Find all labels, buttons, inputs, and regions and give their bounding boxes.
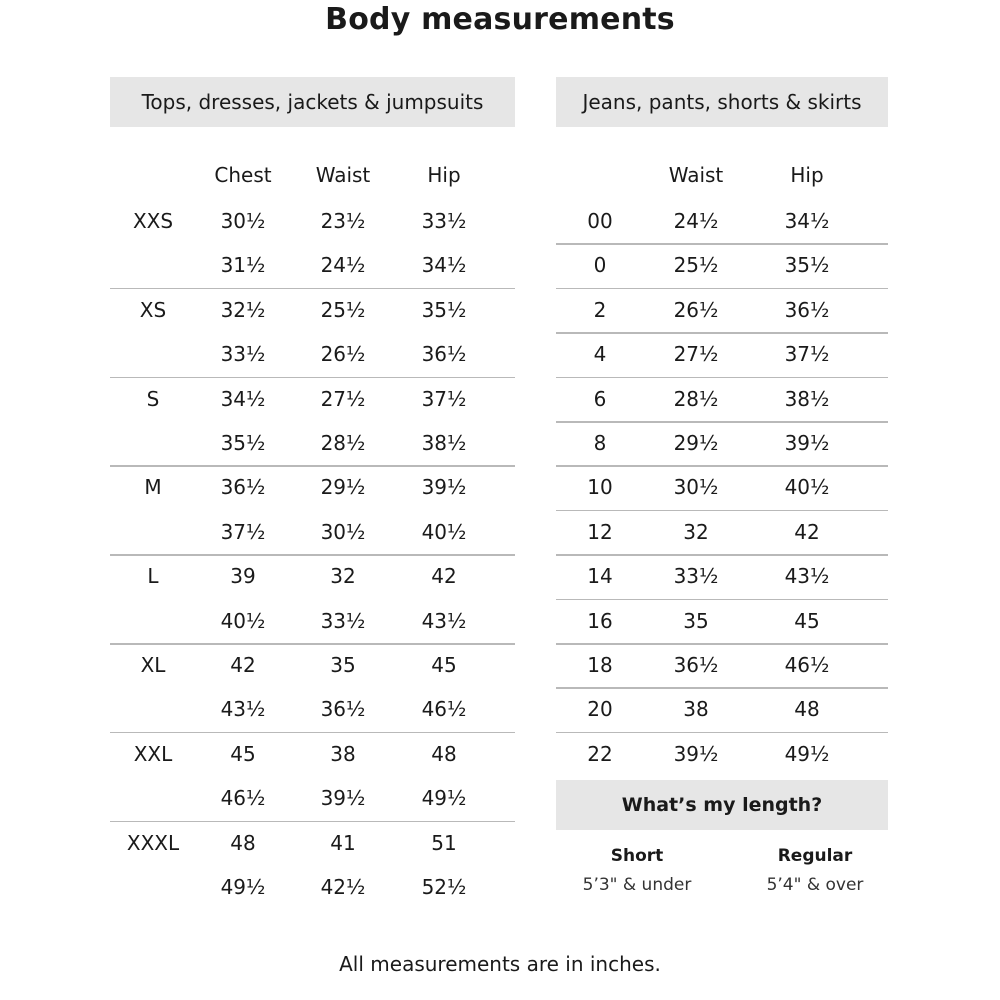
- tops-table-cell: 42½: [320, 875, 366, 899]
- length-section-header: [556, 780, 888, 830]
- tops-table-cell: 26½: [320, 342, 366, 367]
- bottoms-table-cell: 39½: [784, 431, 830, 455]
- tops-size-label: XL: [140, 653, 166, 677]
- tops-table-cell: 39: [230, 564, 256, 589]
- bottoms-size-label: 22: [587, 741, 613, 766]
- bottoms-size-label: 2: [593, 297, 607, 322]
- bottoms-table-cell: 30½: [673, 475, 719, 500]
- tops-table-cell: 33½: [320, 608, 366, 633]
- tops-table-cell: 25½: [320, 297, 366, 322]
- bottoms-row-divider: [556, 732, 888, 734]
- tops-size-label: XS: [139, 297, 167, 322]
- bottoms-table-cell: 39½: [673, 741, 719, 766]
- bottoms-row-divider: [556, 687, 888, 689]
- tops-table-cell: 37½: [421, 386, 467, 411]
- tops-size-label: XXXL: [126, 830, 180, 855]
- tops-table-cell: 41: [330, 830, 356, 855]
- tops-table-cell: 28½: [320, 431, 366, 455]
- bottoms-row-divider: [556, 332, 888, 334]
- bottoms-size-label: 16: [587, 608, 613, 633]
- bottoms-size-label: 8: [593, 431, 607, 455]
- bottoms-table-cell: 33½: [673, 564, 719, 589]
- bottoms-row-divider: [556, 510, 888, 512]
- tops-size-label: XXL: [133, 741, 173, 766]
- tops-table-cell: 35½: [220, 431, 266, 455]
- tops-table-cell: 43½: [220, 697, 266, 722]
- tops-table-cell: 34½: [421, 253, 467, 278]
- bottoms-table-cell: 38½: [784, 386, 830, 411]
- bottoms-column-header-hip: Hip: [790, 163, 824, 187]
- tops-table-cell: 32: [330, 564, 356, 589]
- tops-group-divider: [110, 465, 515, 467]
- tops-size-label: M: [144, 475, 162, 500]
- tops-table-cell: 46½: [220, 786, 266, 811]
- bottoms-table-cell: 36½: [784, 297, 830, 322]
- length-regular-label: Regular: [777, 846, 853, 866]
- tops-section-title: Tops, dresses, jackets & jumpsuits: [141, 90, 484, 114]
- tops-table-cell: 48: [431, 741, 457, 766]
- tops-table-cell: 45: [230, 741, 256, 766]
- tops-table-cell: 24½: [320, 253, 366, 278]
- tops-size-label: S: [146, 386, 160, 411]
- bottoms-size-label: 6: [593, 386, 607, 411]
- tops-column-header-waist: Waist: [315, 163, 371, 187]
- tops-table-cell: 38½: [421, 431, 467, 455]
- tops-table-cell: 27½: [320, 386, 366, 411]
- tops-table-cell: 38: [330, 741, 356, 766]
- tops-table-cell: 36½: [320, 697, 366, 722]
- bottoms-table-cell: 29½: [673, 431, 719, 455]
- bottoms-table-cell: 38: [683, 697, 709, 722]
- tops-table-cell: 40½: [421, 519, 467, 544]
- tops-column-header-hip: Hip: [427, 163, 461, 187]
- bottoms-table-cell: 43½: [784, 564, 830, 589]
- bottoms-size-label: 10: [587, 475, 613, 500]
- bottoms-table-cell: 32: [683, 519, 709, 544]
- tops-table-cell: 42: [230, 653, 256, 677]
- bottoms-table-cell: 34½: [784, 209, 830, 233]
- length-regular-value: 5’4" & over: [766, 875, 864, 895]
- tops-table-cell: 31½: [220, 253, 266, 278]
- tops-table-cell: 30½: [320, 519, 366, 544]
- tops-table-cell: 35½: [421, 297, 467, 322]
- bottoms-table-cell: 35: [683, 608, 709, 633]
- bottoms-row-divider: [556, 421, 888, 423]
- bottoms-row-divider: [556, 465, 888, 467]
- bottoms-row-divider: [556, 377, 888, 379]
- bottoms-table-cell: 46½: [784, 653, 830, 677]
- bottoms-table-cell: 42: [794, 519, 820, 544]
- tops-table-cell: 52½: [421, 875, 467, 899]
- bottoms-column-header-waist: Waist: [668, 163, 724, 187]
- bottoms-size-label: 20: [587, 697, 613, 722]
- bottoms-table-cell: 49½: [784, 741, 830, 766]
- bottoms-size-label: 14: [587, 564, 613, 589]
- tops-table-cell: 23½: [320, 209, 366, 233]
- bottoms-table-cell: 35½: [784, 253, 830, 278]
- bottoms-table-cell: 45: [794, 608, 820, 633]
- tops-table-cell: 49½: [421, 786, 467, 811]
- length-short-label: Short: [610, 846, 664, 866]
- bottoms-row-divider: [556, 288, 888, 290]
- bottoms-table-cell: 48: [794, 697, 820, 722]
- length-short-value: 5’3" & under: [582, 875, 692, 895]
- bottoms-row-divider: [556, 243, 888, 245]
- tops-table-cell: 33½: [421, 209, 467, 233]
- tops-table-cell: 36½: [421, 342, 467, 367]
- tops-table-cell: 45: [431, 653, 457, 677]
- bottoms-table-cell: 28½: [673, 386, 719, 411]
- tops-group-divider: [110, 732, 515, 734]
- bottoms-row-divider: [556, 643, 888, 645]
- tops-group-divider: [110, 554, 515, 556]
- tops-section-header: [110, 77, 515, 127]
- tops-table-cell: 30½: [220, 209, 266, 233]
- tops-table-cell: 46½: [421, 697, 467, 722]
- tops-table-cell: 32½: [220, 297, 266, 322]
- tops-column-header-chest: Chest: [214, 163, 272, 187]
- bottoms-size-label: 4: [593, 342, 607, 367]
- footer-note: All measurements are in inches.: [339, 952, 661, 976]
- tops-table-cell: 35: [330, 653, 356, 677]
- tops-table-cell: 33½: [220, 342, 266, 367]
- bottoms-row-divider: [556, 599, 888, 601]
- tops-table-cell: 37½: [220, 519, 266, 544]
- tops-table-cell: 51: [431, 830, 457, 855]
- bottoms-row-divider: [556, 554, 888, 556]
- bottoms-table-cell: 24½: [673, 209, 719, 233]
- tops-table-cell: 49½: [220, 875, 266, 899]
- tops-table-cell: 39½: [320, 786, 366, 811]
- bottoms-table-cell: 26½: [673, 297, 719, 322]
- tops-table-cell: 43½: [421, 608, 467, 633]
- tops-table-cell: 39½: [421, 475, 467, 500]
- tops-group-divider: [110, 288, 515, 290]
- tops-group-divider: [110, 377, 515, 379]
- tops-table-cell: 36½: [220, 475, 266, 500]
- bottoms-size-label: 18: [587, 653, 613, 677]
- length-section-title: What’s my length?: [621, 794, 823, 816]
- bottoms-size-label: 00: [587, 209, 613, 233]
- bottoms-table-cell: 40½: [784, 475, 830, 500]
- page-title: Body measurements: [325, 2, 675, 37]
- tops-group-divider: [110, 821, 515, 823]
- tops-table-cell: 29½: [320, 475, 366, 500]
- tops-table-cell: 42: [431, 564, 457, 589]
- bottoms-size-label: 12: [587, 519, 613, 544]
- tops-table-cell: 48: [230, 830, 256, 855]
- bottoms-section-title: Jeans, pants, shorts & skirts: [582, 90, 862, 114]
- tops-table-cell: 40½: [220, 608, 266, 633]
- bottoms-table-cell: 36½: [673, 653, 719, 677]
- tops-group-divider: [110, 643, 515, 645]
- bottoms-table-cell: 25½: [673, 253, 719, 278]
- tops-size-label: L: [147, 564, 159, 589]
- bottoms-size-label: 0: [593, 253, 607, 278]
- bottoms-table-cell: 37½: [784, 342, 830, 367]
- bottoms-table-cell: 27½: [673, 342, 719, 367]
- bottoms-section-header: [556, 77, 888, 127]
- tops-table-cell: 34½: [220, 386, 266, 411]
- tops-size-label: XXS: [132, 209, 174, 233]
